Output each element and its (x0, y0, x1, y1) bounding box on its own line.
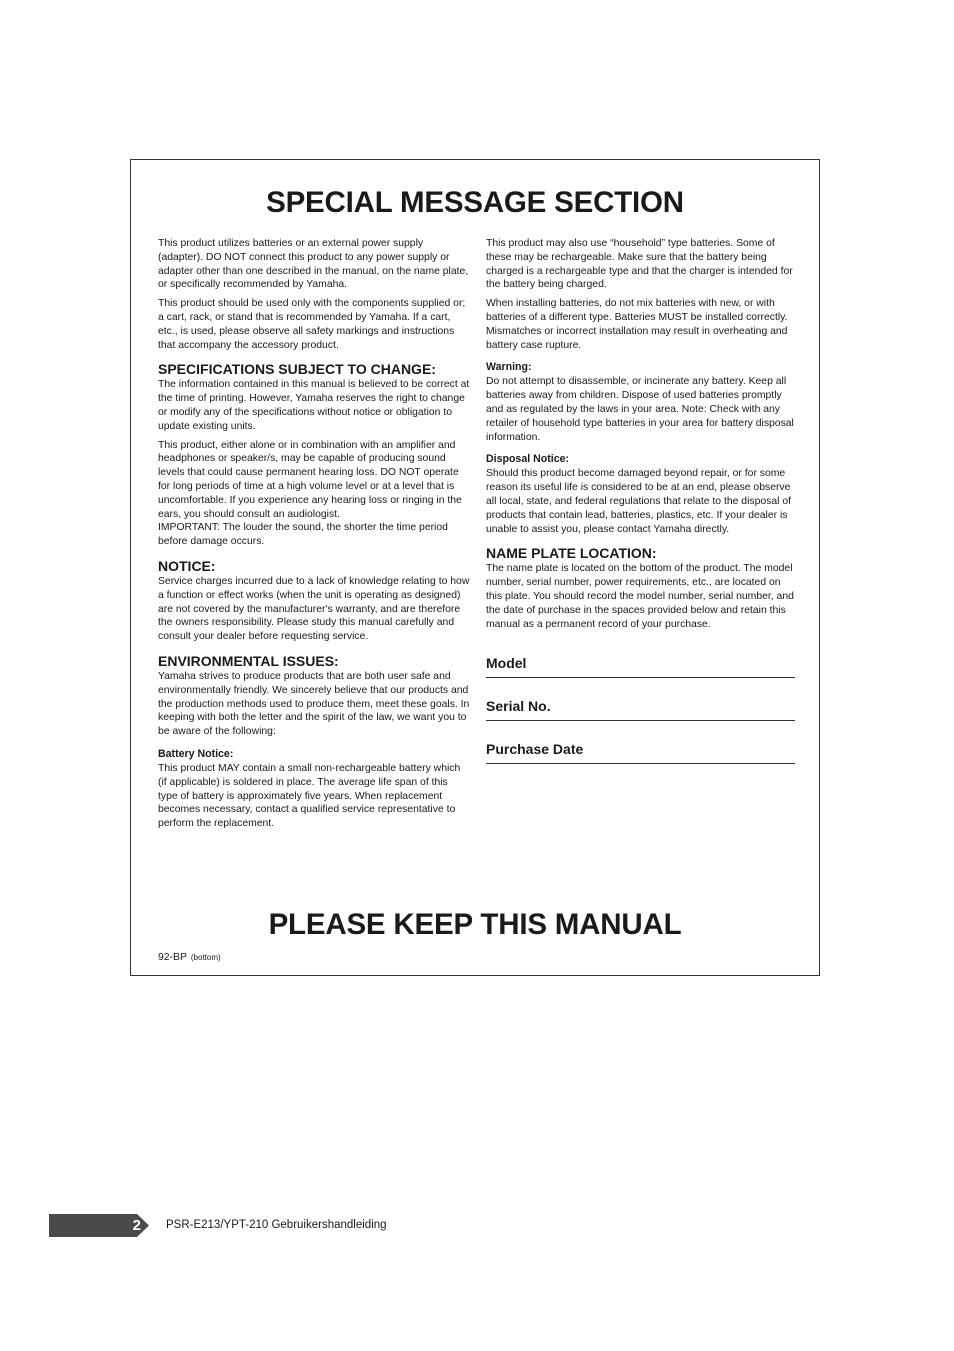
household-paragraph-2: When installing batteries, do not mix batteries with new, or with batteries of a different type. Batteries MUST be installed correctly. Mismatches or incorrect installation may result in overheating and battery case rupture. (486, 298, 788, 351)
environmental-paragraph: Yamaha strives to produce products that are both user safe and environmentally friendly. We sincerely believe that our products and the production methods used to produce them, meet these goals. In keeping with both the letter and the spirit of the law, we want you to be aware of the following: (158, 670, 470, 738)
special-message-box (130, 159, 820, 976)
disposal-notice-paragraph: Should this product become damaged beyond repair, or for some reason its useful life is considered to be at an end, please observe all local, state, and federal regulations that relate to the disposal of products that contain lead, batteries, plastics, etc. If your dealer is unable to assist you, please contact Yamaha directly. (486, 468, 791, 535)
name-plate-heading: NAME PLATE LOCATION: (486, 545, 657, 562)
page-number-tab (49, 1214, 149, 1237)
name-plate-paragraph: The name plate is located on the bottom of the product. The model number, serial number, power requirements, etc., are located on this plate. You should record the model number, serial number, and the date of purchase in the spaces provided below and retain this manual as a permanent record of your purchase. (486, 563, 794, 630)
specs-paragraph-1: The information contained in this manual is believed to be correct at the time of printing. However, Yamaha reserves the right to change or modify any of the specifications without notice or obligation to update existing units. (158, 379, 470, 432)
specs-paragraph-2: This product, either alone or in combination with an amplifier and headphones or speaker/s, may be capable of producing sound levels that could cause permanent hearing loss. DO NOT operate for long periods of time at a high volume level or at a level that is uncomfortable. If you experience any hearing loss or ringing in the ears, you should consult an audiologist. (158, 439, 462, 520)
page-number-text: 2 (132, 1217, 141, 1234)
warning-heading: Warning: (486, 361, 532, 374)
page-number (49, 1214, 141, 1237)
page-title: SPECIAL MESSAGE SECTION (266, 186, 684, 219)
disposal-notice-heading: Disposal Notice: (486, 453, 570, 466)
purchase-date-field[interactable]: Purchase Date (486, 733, 795, 764)
left-column (158, 237, 470, 836)
record-fields (486, 647, 798, 764)
battery-notice-paragraph: This product MAY contain a small non-rechargeable battery which (if applicable) is soldered in place. The average life span of this type of battery is approximately five years. When replacement becomes necessary, contact a qualified service representative to perform the replacement. (158, 762, 461, 830)
notice-heading: NOTICE: (158, 557, 216, 574)
specs-paragraph-3: IMPORTANT: The louder the sound, the shorter the time period before damage occurs. (158, 522, 448, 548)
right-column (486, 237, 798, 776)
closing-title: PLEASE KEEP THIS MANUAL (268, 908, 682, 941)
battery-notice-heading: Battery Notice: (158, 747, 234, 760)
intro-paragraph-2: This product should be used only with the components supplied or; a cart, rack, or stand that is recommended by Yamaha. If a cart, etc., is used, please observe all safety markings and instructions that accompany the accessory product. (158, 298, 466, 351)
serial-number-field[interactable]: Serial No. (486, 690, 795, 721)
form-code-text: 92-BP (158, 952, 187, 963)
notice-paragraph: Service charges incurred due to a lack of knowledge relating to how a function or effect works (when the unit is operating as designed) are not covered by the manufacturer's warranty, and are therefore the owners responsibility. Please study this manual carefully and consult your dealer before requesting service. (158, 575, 470, 643)
warning-paragraph: Do not attempt to disassemble, or incinerate any battery. Keep all batteries away from children. Dispose of used batteries promptly and as regulated by the laws in your area. Note: Check with any retailer of household type batteries in your area for battery disposal information. (486, 376, 794, 443)
manual-title-footer: PSR-E213/YPT-210 Gebruikershandleiding (166, 1219, 387, 1231)
environmental-heading: ENVIRONMENTAL ISSUES: (158, 652, 339, 669)
intro-paragraph-1: This product utilizes batteries or an external power supply (adapter). DO NOT connect this product to any power supply or adapter other than one described in the manual, on the name plate, or specifically recommended by Yamaha. (158, 238, 469, 291)
household-paragraph-1: This product may also use “household” type batteries. Some of these may be rechargeable. Make sure that the battery being charged is a rechargeable type and that the charger is intended for the battery being charged. (486, 238, 793, 291)
form-code (158, 952, 221, 963)
form-code-note: (bottom) (190, 953, 221, 962)
specs-heading: SPECIFICATIONS SUBJECT TO CHANGE: (158, 361, 436, 378)
model-field[interactable]: Model (486, 647, 795, 678)
